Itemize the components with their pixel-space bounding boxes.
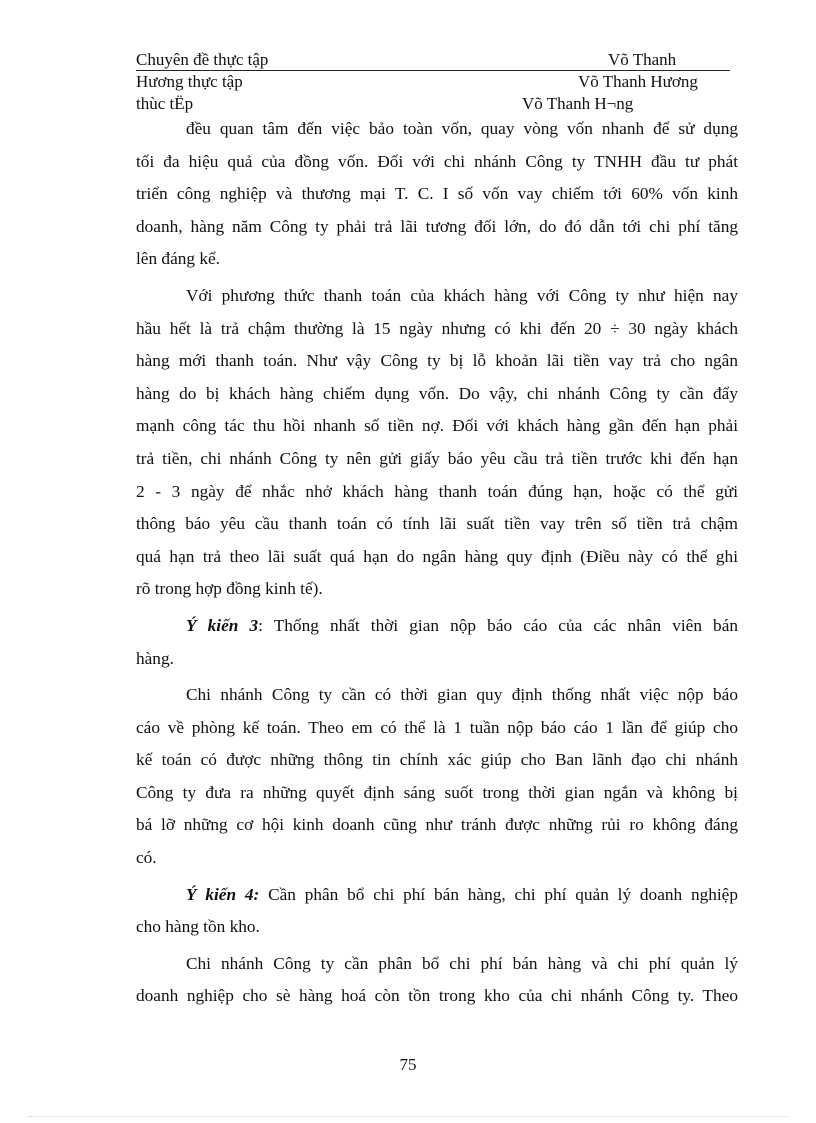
text-line: mạnh công tác thu hồi nhanh số tiền nợ. Đối với khách hàng gần đến hạn phải <box>136 416 738 436</box>
text-line: có. <box>136 848 157 868</box>
text-line <box>136 610 738 643</box>
text-line: quá hạn trả theo lãi suất quá hạn do ngân hàng quy định (Điều này có thể ghi <box>136 546 738 566</box>
text-line: Chi nhánh Công ty cần có thời gian quy định thống nhất việc nộp báo <box>186 685 738 705</box>
text-line: trả tiền, chi nhánh Công ty nên gửi giấy báo yêu cầu trả tiền trước khi đến hạn <box>136 448 738 468</box>
document-body <box>136 113 738 1013</box>
opinion-4-label: Ý kiến 4: <box>186 884 260 904</box>
paragraph-6 <box>136 948 738 1013</box>
text-line: cho hàng tồn kho. <box>136 917 260 937</box>
text-line: lên đáng kể. <box>136 249 220 269</box>
text-line <box>136 879 738 912</box>
text-line: Với phương thức thanh toán của khách hàng với Công ty như hiện nay <box>186 285 738 305</box>
paragraph-2 <box>136 280 738 606</box>
opinion-3-label: Ý kiến 3 <box>186 615 259 635</box>
header-right-1: Võ Thanh <box>608 50 677 69</box>
text-line: 2 - 3 ngày để nhắc nhở khách hàng thanh toán đúng hạn, hoặc có thể gửi <box>136 481 738 501</box>
opinion-4-text: Cần phân bổ chi phí bán hàng, chi phí quản lý doanh nghiệp <box>259 884 738 904</box>
opinion-3-text: : Thống nhất thời gian nộp báo cáo của các nhân viên bán <box>258 615 739 635</box>
text-line: Chi nhánh Công ty cần phân bổ chi phí bán hàng và chi phí quản lý <box>186 953 738 973</box>
text-line: hàng do bị khách hàng chiếm dụng vốn. Do vậy, chi nhánh Công ty cần đẩy <box>136 383 738 403</box>
text-line: thông báo yêu cầu thanh toán có tính lãi suất tiền vay trên số tiền trả chậm <box>136 514 738 534</box>
header-right-2: Võ Thanh Hương <box>578 72 698 91</box>
header-rule <box>136 70 730 71</box>
header-left-3: thùc tËp <box>136 94 194 113</box>
text-line: đều quan tâm đến việc bảo toàn vốn, quay vòng vốn nhanh để sử dụng <box>186 119 738 138</box>
header-left-2: Hương thực tập <box>136 72 243 91</box>
text-line: cáo về phòng kế toán. Theo em có thể là 1 tuần nộp báo cáo 1 lần để giúp cho <box>136 717 738 737</box>
text-line: hầu hết là trả chậm thường là 15 ngày nhưng có khi đến 20 ÷ 30 ngày khách <box>136 318 738 338</box>
paragraph-1 <box>136 113 738 276</box>
text-line: hàng. <box>136 648 174 668</box>
paragraph-4 <box>136 679 738 875</box>
text-line: Công ty đưa ra những quyết định sáng suốt trong thời gian ngắn và không bị <box>136 782 738 802</box>
text-line: tối đa hiệu quả của đồng vốn. Đối với chi nhánh Công ty TNHH đầu tư phát <box>136 151 738 171</box>
header-right-3: Võ Thanh H¬ng <box>522 94 634 113</box>
page-bottom-border <box>28 1116 788 1117</box>
paragraph-5 <box>136 879 738 944</box>
text-line: doanh, hàng năm Công ty phải trả lãi tương đối lớn, do đó dẫn tới chi phí tăng <box>136 216 738 236</box>
page-number: 75 <box>399 1055 417 1074</box>
paragraph-3 <box>136 610 738 675</box>
text-line: hàng mới thanh toán. Như vậy Công ty bị lỗ khoản lãi tiền vay trả cho ngân <box>136 351 738 371</box>
text-line: triển công nghiệp và thương mại T. C. I số vốn vay chiếm tới 60% vốn kinh <box>136 184 738 204</box>
text-line: kế toán có được những thông tin chính xác giúp cho Ban lãnh đạo chi nhánh <box>136 750 738 770</box>
text-line: rõ trong hợp đồng kinh tế). <box>136 579 323 599</box>
text-line: bá lỡ những cơ hội kinh doanh cũng như tránh được những rủi ro không đáng <box>136 815 738 835</box>
text-line: doanh nghiệp cho sè hàng hoá còn tồn trong kho của chi nhánh Công ty. Theo <box>136 986 738 1006</box>
header-left-1: Chuyên đề thực tập <box>136 50 269 69</box>
